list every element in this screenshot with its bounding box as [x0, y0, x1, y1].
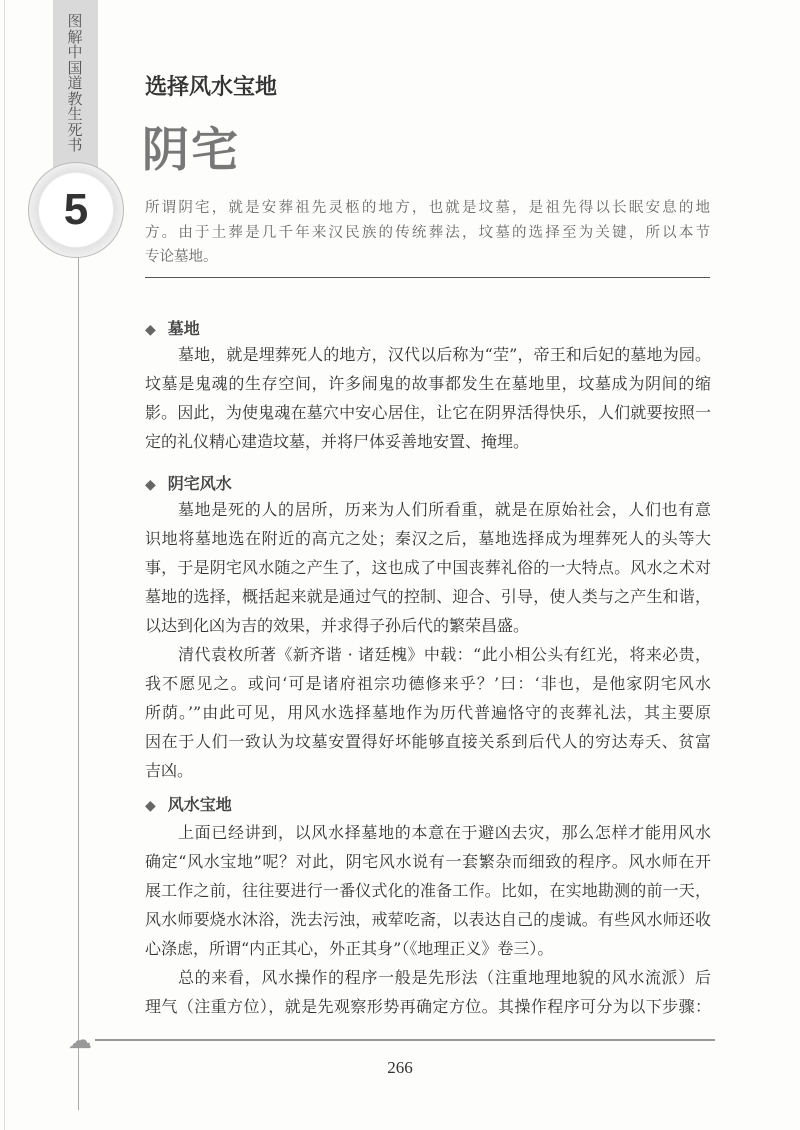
- text-line: 事，于是阴宅风水随之产生了，这也成了中国丧葬礼俗的一大特点。风水之术对: [145, 558, 711, 577]
- intro-divider: [145, 277, 710, 278]
- text-line: 风水师要烧水沐浴，洗去污浊，戒荤吃斋，以表达自己的虔诚。有些风水师还收: [145, 910, 711, 929]
- text-line: 墓地，就是埋葬死人的地方，汉代以后称为“茔”，帝王和后妃的墓地为园。: [178, 345, 711, 364]
- text-line: 识地将墓地选在附近的高亢之处；秦汉之后，墓地选择成为埋葬死人的头等大: [145, 529, 711, 548]
- text-line: 以达到化凶为吉的效果，并求得子孙后代的繁荣昌盛。: [145, 616, 530, 635]
- intro-line: 方。由于土葬是几千年来汉民族的传统葬法，坟墓的选择至为关键，所以本节: [145, 224, 710, 241]
- text-line: 墓地的选择，概括起来就是通过气的控制、迎合、引导，使人类与之产生和谐，: [145, 587, 711, 606]
- diamond-bullet-icon: ◆: [145, 322, 156, 338]
- section-body: [145, 818, 711, 1021]
- text-line: 墓地是死的人的居所，历来为人们所看重，就是在原始社会，人们也有意: [178, 500, 711, 519]
- chapter-badge: [28, 162, 124, 258]
- section-heading-text: 阴宅风水: [167, 474, 232, 493]
- section-kicker: 选择风水宝地: [145, 75, 278, 100]
- section-heading: [145, 471, 232, 494]
- text-line: 所荫。’”由此可见，用风水选择墓地作为历代普遍恪守的丧葬礼法，其主要原: [145, 703, 711, 722]
- text-line: 心涤虑，所谓“内正其心，外正其身”（《地理正义》卷三）。: [145, 939, 554, 958]
- section-heading-text: 风水宝地: [167, 795, 232, 814]
- page-title: 阴宅: [142, 123, 240, 178]
- section-body: [145, 340, 711, 456]
- text-line: 影。因此，为使鬼魂在墓穴中安心居住，让它在阴界活得快乐，人们就要按照一: [145, 403, 711, 422]
- text-line: 坟墓是鬼魂的生存空间，许多闹鬼的故事都发生在墓地里，坟墓成为阴间的缩: [145, 374, 711, 393]
- cloud-ornament-icon: ☁: [68, 1026, 92, 1054]
- text-line: 清代袁枚所著《新齐谐 · 诸廷槐》中载：“此小相公头有红光，将来必贵，: [178, 645, 711, 664]
- text-line: 吉凶。: [145, 761, 194, 780]
- text-line: 理气（注重方位），就是先观察形势再确定方位。其操作程序可分为以下步骤：: [145, 997, 711, 1016]
- text-line: 上面已经讲到，以风水择墓地的本意在于避凶去灾，那么怎样才能用风水: [178, 823, 711, 842]
- chapter-number: 5: [63, 185, 89, 234]
- intro-line: 所谓阴宅，就是安葬祖先灵柩的地方，也就是坟墓，是祖先得以长眠安息的地: [145, 200, 710, 216]
- page-number: 266: [387, 1058, 413, 1077]
- section-body: [145, 495, 711, 785]
- text-line: 确定“风水宝地”呢？对此，阴宅风水说有一套繁杂而细致的程序。风水师在开: [145, 852, 711, 871]
- page-edge: [4, 0, 5, 1130]
- footer-divider: [95, 1039, 715, 1041]
- book-title-vertical: 图解中国道教生死书: [67, 12, 83, 154]
- intro-text: [145, 196, 710, 270]
- section-heading-text: 墓地: [167, 319, 200, 338]
- intro-line: 专论墓地。: [145, 249, 218, 265]
- diamond-bullet-icon: ◆: [145, 477, 156, 493]
- text-line: 因在于人们一致认为坟墓安置得好坏能够直接关系到后代人的穷达寿夭、贫富: [145, 732, 711, 751]
- text-line: 我不愿见之。或问‘可是诸府祖宗功德修来乎？’曰：‘非也，是他家阴宅风水: [145, 674, 711, 693]
- section-heading: [145, 792, 232, 815]
- side-divider-line: [78, 250, 79, 1110]
- text-line: 定的礼仪精心建造坟墓，并将尸体妥善地安置、掩埋。: [145, 432, 530, 451]
- section-heading: [145, 316, 200, 339]
- diamond-bullet-icon: ◆: [145, 798, 156, 814]
- text-line: 总的来看，风水操作的程序一般是先形法（注重地理地貌的风水流派）后: [178, 968, 711, 987]
- text-line: 展工作之前，往往要进行一番仪式化的准备工作。比如，在实地勘测的前一天，: [145, 881, 711, 900]
